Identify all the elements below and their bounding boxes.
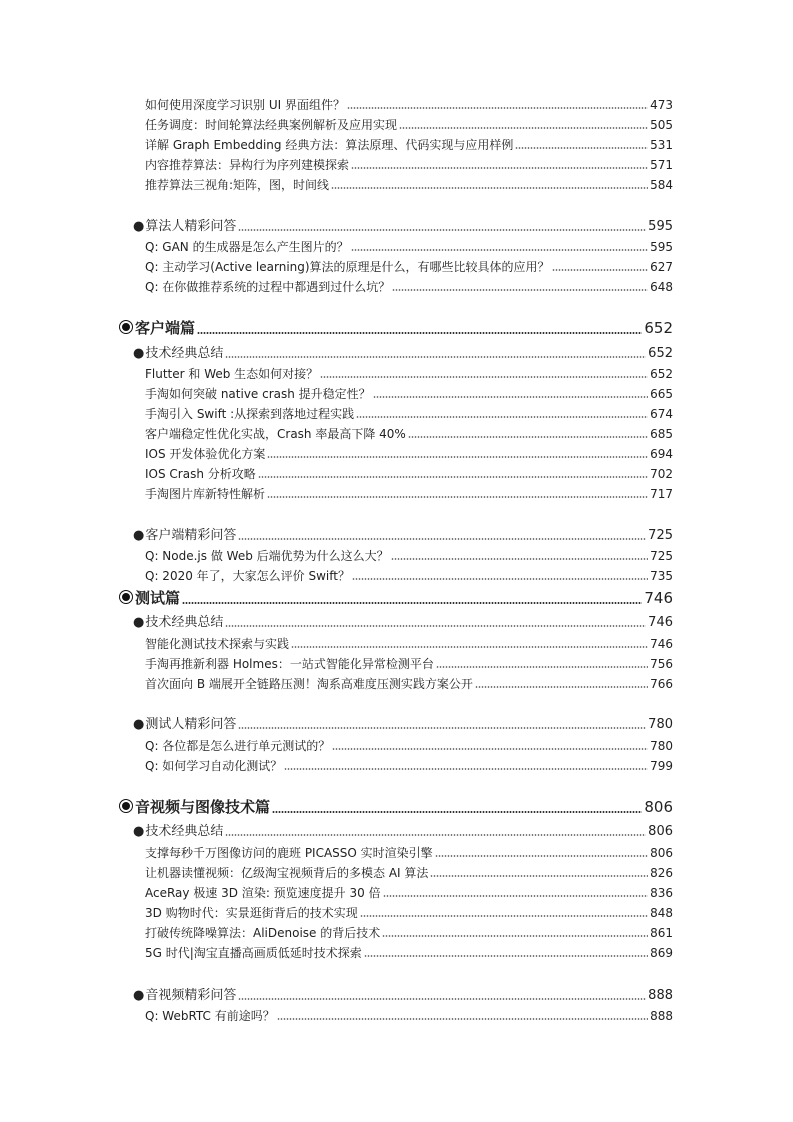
toc-subsection-page: 806: [648, 824, 673, 839]
toc-subsection[interactable]: [133, 822, 673, 840]
toc-entry-title: Q: GAN 的生成器是怎么产生图片的？: [145, 240, 349, 254]
toc-entry-title: 详解 Graph Embedding 经典方法：算法原理、代码实现与应用样例: [145, 138, 514, 152]
bullet-icon: ●: [133, 717, 145, 732]
toc-entry[interactable]: [145, 844, 673, 861]
toc-entry[interactable]: [145, 884, 673, 901]
dot-leader: [331, 186, 648, 190]
toc-subsection-page: 888: [648, 988, 673, 1003]
toc-subsection-title: 测试人精彩问答: [145, 717, 237, 732]
toc-entry-page: 756: [650, 657, 673, 671]
toc-entry-title: Q: 2020 年了，大家怎么评价 Swift？: [145, 569, 350, 583]
toc-entry-page: 648: [650, 280, 673, 294]
dot-leader: [399, 126, 648, 130]
toc-entry-page: 799: [650, 759, 673, 773]
toc-section-title: 音视频与图像技术篇: [135, 798, 271, 816]
toc-entry-title: 如何使用深度学习识别 UI 界面组件？: [145, 98, 345, 112]
dot-leader: [197, 331, 642, 335]
toc-section-title: 客户端篇: [135, 319, 196, 337]
toc-entry-page: 627: [650, 260, 673, 274]
toc-entry-title: 手淘引入 Swift :从探索到落地过程实践: [145, 407, 355, 421]
toc-entry-title: Flutter 和 Web 生态如何对接？: [145, 367, 319, 381]
dot-leader: [291, 645, 648, 649]
toc-entry-title: 首次面向 B 端展开全链路压测！淘系高难度压测实践方案公开: [145, 677, 473, 691]
toc-subsection-title: 技术经典总结: [145, 824, 224, 839]
dot-leader: [258, 475, 648, 479]
dot-leader: [267, 495, 648, 499]
dot-leader: [373, 395, 648, 399]
toc-entry-title: IOS Crash 分析攻略: [145, 467, 256, 481]
toc-entry-page: 848: [650, 906, 673, 920]
toc-entry-title: Q: Node.js 做 Web 后端优势为什么这么大？: [145, 549, 389, 563]
toc-subsection-page: 725: [648, 528, 673, 543]
toc-entry[interactable]: [145, 567, 673, 584]
toc-entry[interactable]: [145, 924, 673, 941]
toc-entry[interactable]: [145, 425, 673, 442]
toc-entry-title: Q: 主动学习(Active learning)算法的原理是什么，有哪些比较具体的应用？: [145, 260, 550, 274]
toc-entry[interactable]: [145, 675, 673, 692]
toc-entry[interactable]: [145, 864, 673, 881]
toc-entry[interactable]: [145, 278, 673, 295]
dot-leader: [267, 455, 648, 459]
bullet-icon: ●: [133, 615, 145, 630]
toc-entry-title: 任务调度：时间轮算法经典案例解析及应用实现: [145, 118, 398, 132]
toc-entry-title: Q: 各位都是怎么进行单元测试的？: [145, 739, 331, 753]
section-marker-icon: [120, 800, 132, 812]
toc-entry[interactable]: [145, 465, 673, 482]
toc-entry-title: 3D 购物时代：实景逛街背后的技术实现: [145, 906, 358, 920]
section-marker-icon: [120, 591, 132, 603]
toc-entry-title: Q: 在你做推荐系统的过程中都遇到过什么坑？: [145, 280, 391, 294]
dot-leader: [356, 415, 648, 419]
toc-section-page: 806: [644, 798, 673, 816]
toc-section-testing[interactable]: [118, 588, 673, 608]
toc-entry-title: 手淘如何突破 native crash 提升稳定性？: [145, 387, 371, 401]
toc-entry[interactable]: [145, 737, 673, 754]
toc-entry-title: 智能化测试技术探索与实践: [145, 637, 290, 651]
toc-entry-page: 780: [650, 739, 673, 753]
toc-entry-page: 595: [650, 240, 673, 254]
toc-subsection-title: 音视频精彩问答: [145, 988, 237, 1003]
toc-entry[interactable]: [145, 1007, 673, 1024]
toc-subsection[interactable]: [133, 344, 673, 362]
dot-leader: [360, 914, 648, 918]
toc-entry-page: 702: [650, 467, 673, 481]
bullet-icon: ●: [133, 219, 145, 234]
dot-leader: [408, 435, 648, 439]
toc-entry-title: 5G 时代|淘宝直播高画质低延时技术探索: [145, 946, 362, 960]
toc-entry-page: 584: [650, 178, 673, 192]
toc-subsection[interactable]: [133, 715, 673, 733]
bullet-icon: ●: [133, 346, 145, 361]
toc-subsection[interactable]: [133, 526, 673, 544]
toc-entry-title: Q: 如何学习自动化测试？: [145, 759, 283, 773]
toc-section-page: 746: [644, 589, 673, 607]
dot-leader: [332, 747, 648, 751]
dot-leader: [515, 146, 648, 150]
dot-leader: [351, 166, 648, 170]
toc-subsection-page: 652: [648, 346, 673, 361]
toc-subsection-title: 技术经典总结: [145, 615, 224, 630]
toc-subsection-title: 技术经典总结: [145, 346, 224, 361]
toc-entry-page: 836: [650, 886, 673, 900]
toc-entry[interactable]: [145, 485, 673, 502]
dot-leader: [225, 355, 646, 359]
toc-subsection[interactable]: [133, 613, 673, 631]
dot-leader: [364, 954, 648, 958]
bullet-icon: ●: [133, 824, 145, 839]
dot-leader: [382, 934, 648, 938]
toc-entry[interactable]: [145, 116, 673, 133]
toc-entry[interactable]: [145, 405, 673, 422]
toc-subsection-page: 595: [648, 219, 673, 234]
toc-entry[interactable]: [145, 944, 673, 961]
dot-leader: [351, 248, 648, 252]
dot-leader: [475, 685, 648, 689]
dot-leader: [392, 288, 648, 292]
dot-leader: [225, 833, 646, 837]
toc-entry-title: 内容推荐算法：异构行为序列建模探索: [145, 158, 350, 172]
dot-leader: [238, 726, 646, 730]
toc-entry[interactable]: [145, 547, 673, 564]
toc-entry[interactable]: [145, 96, 673, 113]
toc-entry[interactable]: [145, 385, 673, 402]
toc-section-av[interactable]: [118, 797, 673, 817]
toc-entry[interactable]: [145, 904, 673, 921]
dot-leader: [277, 1017, 648, 1021]
toc-entry-page: 665: [650, 387, 673, 401]
toc-section-client[interactable]: [118, 318, 673, 338]
dot-leader: [435, 854, 648, 858]
toc-entry-page: 869: [650, 946, 673, 960]
bullet-icon: ●: [133, 528, 145, 543]
toc-entry-title: 推荐算法三视角:矩阵，图，时间线: [145, 178, 330, 192]
toc-entry-title: AceRay 极速 3D 渲染: 预览速度提升 30 倍: [145, 886, 381, 900]
toc-entry-page: 888: [650, 1009, 673, 1023]
dot-leader: [320, 375, 648, 379]
toc-entry[interactable]: [145, 136, 673, 153]
toc-entry-page: 861: [650, 926, 673, 940]
toc-entry-page: 531: [650, 138, 673, 152]
toc-entry[interactable]: [145, 258, 673, 275]
toc-entry-page: 735: [650, 569, 673, 583]
toc-entry-page: 571: [650, 158, 673, 172]
toc-entry-page: 694: [650, 447, 673, 461]
toc-section-page: 652: [644, 319, 673, 337]
dot-leader: [238, 997, 646, 1001]
dot-leader: [352, 577, 648, 581]
toc-entry-page: 746: [650, 637, 673, 651]
toc-subsection-page: 780: [648, 717, 673, 732]
dot-leader: [347, 106, 648, 110]
toc-entry-page: 473: [650, 98, 673, 112]
toc-entry-title: 支撑每秒千万图像访问的鹿班 PICASSO 实时渲染引擎: [145, 846, 433, 860]
dot-leader: [182, 601, 642, 605]
toc-entry-page: 717: [650, 487, 673, 501]
toc-entry-page: 826: [650, 866, 673, 880]
dot-leader: [238, 228, 646, 232]
dot-leader: [284, 767, 648, 771]
toc-entry-title: 手淘再推新利器 Holmes：一站式智能化异常检测平台: [145, 657, 434, 671]
section-marker-icon: [120, 321, 132, 333]
toc-subsection-page: 746: [648, 615, 673, 630]
toc-entry[interactable]: [145, 655, 673, 672]
toc-entry-page: 674: [650, 407, 673, 421]
toc-entry-title: IOS 开发体验优化方案: [145, 447, 266, 461]
toc-entry-page: 806: [650, 846, 673, 860]
toc-entry[interactable]: [145, 635, 673, 652]
dot-leader: [272, 810, 642, 814]
toc-entry[interactable]: [145, 445, 673, 462]
toc-entry[interactable]: [145, 365, 673, 382]
toc-entry-page: 766: [650, 677, 673, 691]
toc-section-title: 测试篇: [135, 589, 181, 607]
toc-entry-page: 685: [650, 427, 673, 441]
dot-leader: [225, 624, 646, 628]
dot-leader: [552, 268, 649, 272]
toc-entry-title: 客户端稳定性优化实战，Crash 率最高下降 40%: [145, 427, 406, 441]
toc-entry-title: Q: WebRTC 有前途吗？: [145, 1009, 275, 1023]
toc-entry[interactable]: [145, 238, 673, 255]
dot-leader: [383, 894, 649, 898]
toc-entry[interactable]: [145, 176, 673, 193]
toc-subsection[interactable]: [133, 217, 673, 235]
toc-entry-page: 652: [650, 367, 673, 381]
dot-leader: [430, 874, 648, 878]
dot-leader: [238, 537, 646, 541]
toc-subsection-title: 算法人精彩问答: [145, 219, 237, 234]
toc-subsection[interactable]: [133, 986, 673, 1004]
toc-subsection-title: 客户端精彩问答: [145, 528, 237, 543]
toc-entry-title: 打破传统降噪算法：AliDenoise 的背后技术: [145, 926, 381, 940]
toc-entry[interactable]: [145, 156, 673, 173]
dot-leader: [436, 665, 648, 669]
bullet-icon: ●: [133, 988, 145, 1003]
dot-leader: [391, 557, 648, 561]
toc-entry[interactable]: [145, 757, 673, 774]
toc-entry-page: 725: [650, 549, 673, 563]
toc-entry-page: 505: [650, 118, 673, 132]
toc-entry-title: 手淘图片库新特性解析: [145, 487, 266, 501]
toc-entry-title: 让机器读懂视频：亿级淘宝视频背后的多模态 AI 算法: [145, 866, 429, 880]
